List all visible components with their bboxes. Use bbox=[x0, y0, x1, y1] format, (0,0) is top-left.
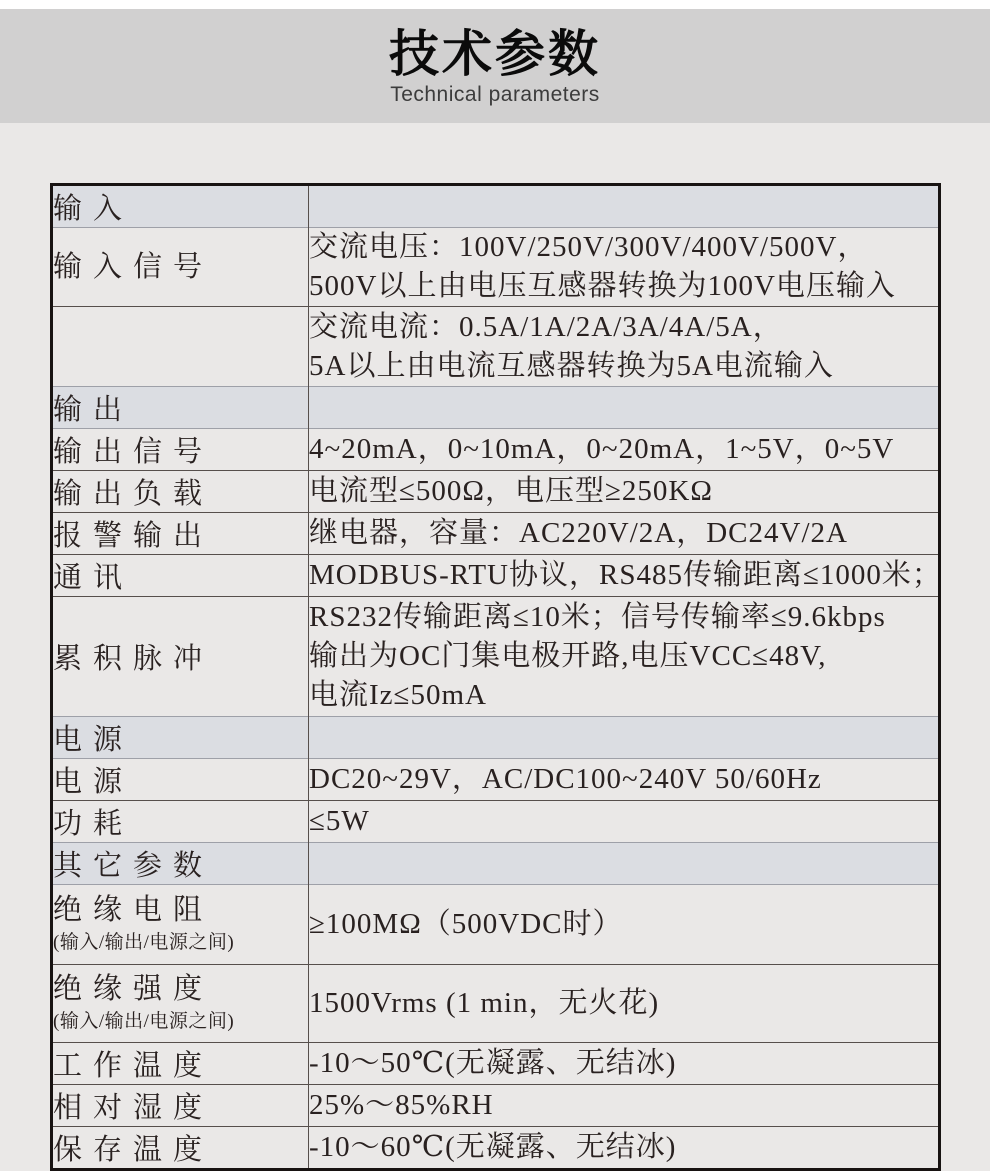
section-label: 电源 bbox=[53, 717, 309, 759]
top-white-strip bbox=[0, 0, 990, 9]
value-line: ≥100MΩ（500VDC时） bbox=[309, 908, 623, 940]
param-value bbox=[309, 307, 939, 387]
value-line: 500V以上由电压互感器转换为100V电压输入 bbox=[309, 270, 896, 302]
section-value bbox=[309, 387, 939, 429]
table-row bbox=[53, 885, 938, 965]
value-line: 电流型≤500Ω，电压型≥250KΩ bbox=[309, 475, 713, 507]
value-line: DC20~29V，AC/DC100~240V 50/60Hz bbox=[309, 763, 822, 795]
section-row-output bbox=[53, 387, 938, 429]
value-line: RS232传输距离≤10米；信号传输率≤9.6kbps bbox=[309, 601, 886, 633]
value-line: 交流电流：0.5A/1A/2A/3A/4A/5A， bbox=[309, 310, 783, 343]
param-label: 功耗 bbox=[53, 801, 309, 843]
param-label bbox=[53, 885, 309, 965]
param-value bbox=[309, 759, 939, 801]
section-label: 输入 bbox=[53, 186, 309, 228]
param-label bbox=[53, 965, 309, 1043]
param-value bbox=[309, 1043, 939, 1085]
param-label bbox=[53, 307, 309, 387]
section-row-input bbox=[53, 186, 938, 228]
value-line: 5A以上由电流互感器转换为5A电流输入 bbox=[309, 349, 834, 382]
value-line: 输出为OC门集电极开路,电压VCC≤48V, bbox=[309, 640, 827, 672]
table-row bbox=[53, 471, 938, 513]
param-value bbox=[309, 513, 939, 555]
param-value bbox=[309, 1085, 939, 1127]
section-value bbox=[309, 186, 939, 228]
param-value bbox=[309, 429, 939, 471]
param-label: 保存温度 bbox=[53, 1127, 309, 1169]
table-row bbox=[53, 307, 938, 387]
section-value bbox=[309, 717, 939, 759]
header-band bbox=[0, 9, 990, 123]
param-label: 通讯 bbox=[53, 555, 309, 597]
table-row bbox=[53, 513, 938, 555]
param-label-sub: (输入/输出/电源之间) bbox=[53, 932, 235, 953]
table-row bbox=[53, 1085, 938, 1127]
page-title: 技术参数 bbox=[389, 26, 601, 82]
value-line: 交流电压：100V/250V/300V/400V/500V， bbox=[309, 231, 868, 263]
value-line: 4~20mA，0~10mA，0~20mA，1~5V，0~5V bbox=[309, 433, 895, 465]
table-row bbox=[53, 597, 938, 717]
param-label: 相对湿度 bbox=[53, 1085, 309, 1127]
table-row bbox=[53, 429, 938, 471]
param-value bbox=[309, 228, 939, 307]
value-line: 1500Vrms (1 min，无火花) bbox=[309, 987, 660, 1019]
table-row bbox=[53, 759, 938, 801]
param-label: 工作温度 bbox=[53, 1043, 309, 1085]
param-value bbox=[309, 555, 942, 597]
section-label: 输出 bbox=[53, 387, 309, 429]
param-value bbox=[309, 801, 939, 843]
param-label-sub: (输入/输出/电源之间) bbox=[53, 1011, 235, 1032]
value-line: ≤5W bbox=[309, 805, 370, 837]
param-value bbox=[309, 885, 939, 965]
section-row-power bbox=[53, 717, 938, 759]
value-line: 25%～85%RH bbox=[309, 1089, 494, 1121]
value-line: 电流Iz≤50mA bbox=[309, 679, 487, 711]
table-row bbox=[53, 228, 938, 307]
table-row bbox=[53, 965, 938, 1043]
section-value bbox=[309, 843, 939, 885]
param-label-main: 绝缘电阻 bbox=[53, 894, 214, 926]
table-row bbox=[53, 555, 938, 597]
technical-parameters-table bbox=[50, 183, 941, 1171]
param-value bbox=[309, 965, 939, 1043]
param-label-main: 绝缘强度 bbox=[53, 973, 214, 1005]
param-label: 输入信号 bbox=[53, 228, 309, 307]
param-label: 输出信号 bbox=[53, 429, 309, 471]
section-row-other bbox=[53, 843, 938, 885]
section-label: 其它参数 bbox=[53, 843, 309, 885]
param-label: 输出负载 bbox=[53, 471, 309, 513]
value-line: -10～60℃(无凝露、无结冰) bbox=[309, 1131, 677, 1163]
page-subtitle: Technical parameters bbox=[390, 83, 600, 106]
param-label: 报警输出 bbox=[53, 513, 309, 555]
value-line: MODBUS-RTU协议，RS485传输距离≤1000米； bbox=[309, 559, 942, 591]
param-value bbox=[309, 597, 939, 717]
table-row bbox=[53, 801, 938, 843]
param-label: 电源 bbox=[53, 759, 309, 801]
table-row bbox=[53, 1043, 938, 1085]
value-line: 继电器，容量：AC220V/2A，DC24V/2A bbox=[309, 517, 848, 549]
value-line: -10～50℃(无凝露、无结冰) bbox=[309, 1047, 677, 1079]
param-label: 累积脉冲 bbox=[53, 597, 309, 717]
param-value bbox=[309, 471, 939, 513]
